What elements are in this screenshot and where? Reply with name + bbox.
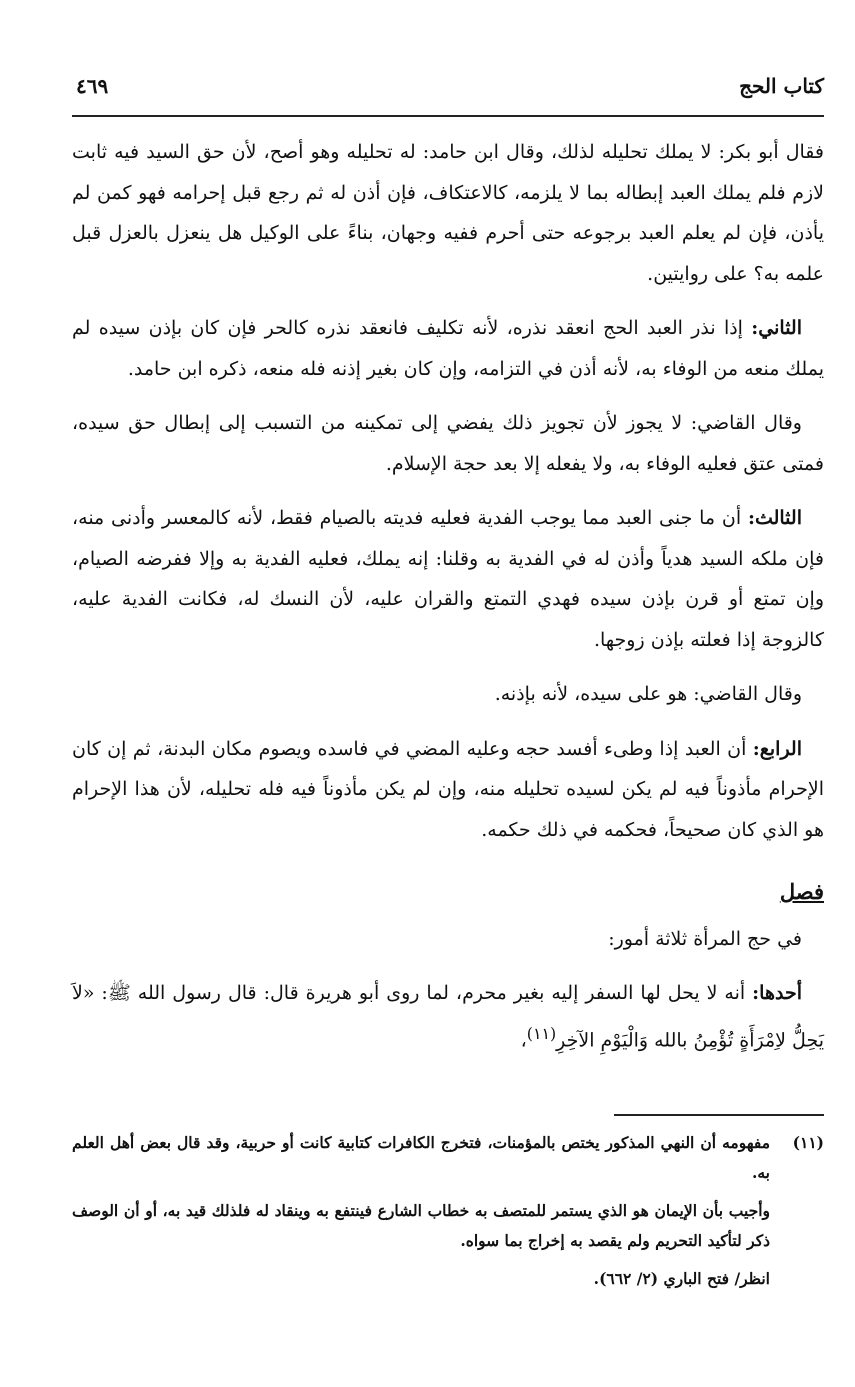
paragraph-text: أن ما جنى العبد مما يوجب الفدية فعليه فديته بالصيام فقط، لأنه كالمعسر وأدنى منه، فإن ملكه السيد هدياً وأذن له في الفدية به وقلنا: إنه يملك، فعليه الفدية به وإلا ففرضه الصيام، وإن تمتع أو قرن بإذن سيده فهدي التمتع والقران عليه، لأن النسك له، فكانت الفدية عليه، كالزوجة إذا فعلته بإذن زوجها. (72, 507, 824, 651)
paragraph-5 (72, 674, 824, 715)
footnote-text: انظر/ فتح الباري (٢/ ٦٦٢). (593, 1269, 770, 1288)
footnote-item (72, 1128, 824, 1188)
paragraph-text: وقال القاضي: هو على سيده، لأنه بإذنه. (494, 683, 802, 705)
footnote-item (72, 1264, 824, 1294)
paragraph-lead: الرابع: (752, 737, 802, 760)
section-first-item (72, 973, 824, 1060)
footnote-text: وأجيب بأن الإيمان هو الذي يستمر للمتصف به خطاب الشارع فينتفع به وينقاد له فلذلك قيد به، أو أن الوصف ذكر لتأكيد التحريم ولم يقصد به إخراج بما سواه. (72, 1201, 770, 1250)
chapter-title: كتاب الحج (739, 74, 824, 98)
section-intro: في حج المرأة ثلاثة أمور: (608, 927, 802, 950)
footnote-number (770, 1264, 824, 1294)
paragraph-1 (72, 132, 824, 294)
book-page (72, 0, 824, 1387)
paragraph-text: أنه لا يحل لها السفر إليه بغير محرم، لما روى أبو هريرة قال: قال رسول الله ﷺ: «لاَ يَحِلُّ لاِمْرَأَةٍ تُؤْمِنُ بالله وَالْيَوْمِ الآخِرِ (72, 982, 824, 1051)
paragraph-2 (72, 308, 824, 389)
paragraph-6 (72, 729, 824, 851)
main-text (72, 132, 824, 1074)
paragraph-text: وقال القاضي: لا يجوز لأن تجويز ذلك يفضي إلى تمكينه من التسبب إلى إبطال حق سيده، فمتى عتق فعليه الوفاء به، ولا يفعله إلا بعد حجة الإسلام. (72, 412, 824, 475)
paragraph-end: ، (520, 1028, 527, 1051)
footnotes (72, 1128, 824, 1302)
footnote-text: مفهومه أن النهي المذكور يختص بالمؤمنات، فتخرج الكافرات كتابية كانت أو حربية، وقد قال بعض أهل العلم به. (72, 1133, 770, 1182)
page-header (72, 74, 824, 102)
footnote-number: (١١) (792, 1133, 824, 1152)
paragraph-lead: الثاني: (751, 317, 802, 339)
page-number: ٤٦٩ (76, 74, 109, 98)
header-rule (72, 115, 824, 117)
footnote-rule (614, 1114, 824, 1116)
footnote-reference: (١١) (526, 1023, 557, 1043)
paragraph-3 (72, 403, 824, 484)
footnote-item (72, 1196, 824, 1256)
section-heading: فصل (779, 879, 824, 904)
paragraph-text: أن العبد إذا وطىء أفسد حجه وعليه المضي في فاسده ويصوم مكان البدنة، ثم إن كان الإحرام مأذوناً فيه لم يكن لسيده تحليله منه، وإن لم يكن مأذوناً فيه فله تحليله، لأن هذا الإحرام هو الذي كان صحيحاً، فحكمه في ذلك حكمه. (72, 737, 824, 841)
paragraph-lead: الثالث: (747, 507, 802, 529)
paragraph-4 (72, 498, 824, 660)
paragraph-text: إذا نذر العبد الحج انعقد نذره، لأنه تكليف فانعقد نذره كالحر فإن كان بإذن سيده لم يملك منعه من الوفاء به، لأنه أذن في التزامه، وإن كان بغير إذنه فله منعه، ذكره ابن حامد. (72, 317, 824, 380)
footnote-number (770, 1196, 824, 1256)
paragraph-lead: أحدها: (752, 982, 802, 1004)
paragraph-text: فقال أبو بكر: لا يملك تحليله لذلك، وقال ابن حامد: له تحليله وهو أصح، لأن حق السيد فيه ثابت لازم فلم يملك العبد إبطاله بما لا يلزمه، كالاعتكاف، فإن أذن له ثم رجع قبل إحرامه فهو كمن لم يأذن، فإن لم يعلم العبد برجوعه حتى أحرم ففيه وجهان، بناءً على الوكيل هل ينعزل بالعزل قبل علمه به؟ على روايتين. (72, 141, 824, 285)
